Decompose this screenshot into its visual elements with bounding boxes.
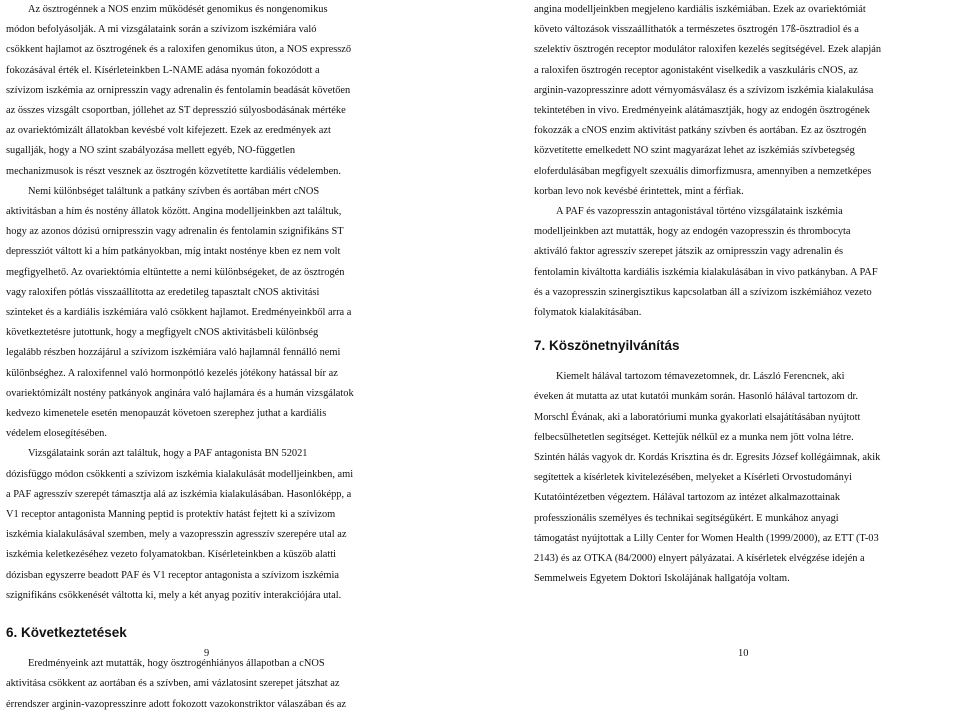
text-line: Semmelweis Egyetem Doktori Iskolájának hallgatója voltam. (534, 573, 790, 585)
text-line: korban levo nok kevésbé érintettek, mint a férfiak. (534, 185, 744, 197)
text-line: dózisban egyszerre beadott PAF és V1 receptor antagonista a szívizom iszkémia (6, 569, 339, 581)
page-number-left: 9 (204, 648, 210, 659)
text-line: megfigyelhető. Az ovariektómia eltüntette a nemi különbségeket, de az ösztrogén (6, 266, 345, 278)
text-line: éveken át mutatta az utat kutatói munkám során. Hasonló hálával tartozom dr. (534, 391, 859, 403)
text-line: módon befolyásolják. A mi vizsgálataink során a szívizom iszkémiára való (6, 24, 317, 36)
text-line: csökkent hajlamot az ösztrogének és a raloxifen genomikus úton, a NOS expressző (6, 44, 352, 56)
text-line: aktiváló faktor agresszív szerepet játszik az ornipresszin vagy adrenalin és (534, 246, 843, 258)
text-line: eloferdulásában megfigyelt szexuális dimorfizmusra, amennyiben a nemzetképes (534, 165, 872, 177)
text-line: vagy raloxifen pótlás visszaállította az eredetileg tapasztalt cNOS aktivitási (6, 286, 320, 298)
acknowledgements-paragraph (534, 367, 958, 589)
text-line: a PAF agresszív szerepét támasztja alá az iszkémia kialakulásában. Hasonlóképp, a (6, 488, 352, 500)
text-line: aktivitása csökkent az aortában és a szívben, ami vázlatosint szerepet játszhat az (6, 678, 340, 690)
conclusions-paragraph (6, 654, 436, 715)
text-line: sugallják, hogy a NO szint szabályozása mellett egyéb, NO-független (6, 145, 296, 157)
text-line: különbséghez. A raloxifennel való hormonpótló kezelés jótékony hatással bír az (6, 367, 338, 379)
text-line: legalább részben hozzájárul a szívizom iszkémiára való hajlamnál fennálló nemi (6, 347, 341, 359)
text-line: közvetítette emelkedett NO szint magyarázat lehet az iszkémiás szívbetegség (534, 145, 855, 157)
text-line: mechanizmusok is részt vesznek az ösztrogén közvetítette kardiális védelemben. (6, 165, 341, 177)
section-heading-acknowledgements: 7. Köszönetnyilvánítás (534, 338, 680, 354)
text-line: a raloxifen ösztrogén receptor agonistaként viselkedik a vaszkuláris cNOS, az (534, 64, 858, 76)
text-line: professzionális személyes és technikai segítségükért. E munkához anyagi (534, 512, 839, 524)
text-line: iszkémia keletkezéséhez vezeto folyamatokban. Kísérleteinkben a küszöb alatti (6, 549, 337, 561)
text-line: V1 receptor antagonista Manning peptid is protektív hatást fejtett ki a szívizom (6, 509, 336, 521)
text-line: A PAF és vazopresszin antagonistával történo vizsgálataink iszkémia (556, 206, 843, 218)
text-line: 2143) és az OTKA (84/2000) elnyert pályázatai. A kísérletek elvégzése idején a (534, 553, 865, 565)
left-page-column (6, 0, 436, 715)
text-line: tekintetében in vivo. Eredményeink alátámasztják, hogy az endogén ösztrogének (534, 105, 870, 117)
right-page-column (534, 0, 958, 589)
text-line: ovariektómizált nostény patkányok anginára való hajlamára és a humán vizsgálatok (6, 387, 354, 399)
text-line: védelem elosegítésében. (6, 428, 107, 440)
text-line: Nemi különbséget találtunk a patkány szívben és aortában mért cNOS (28, 185, 320, 197)
text-line: arginin-vazopresszinre adott vérnyomásválasz és a szívizom iszkémia kialakulása (534, 84, 874, 96)
left-paragraph-2 (6, 182, 436, 445)
text-line: következtetésre jutottunk, hogy a megfigyelt cNOS aktivitásbeli különbség (6, 327, 319, 339)
text-line: Az ösztrogénnek a NOS enzim működését genomikus és nongenomikus (28, 4, 328, 15)
text-line: Vizsgálataink során azt találtuk, hogy a PAF antagonista BN 52021 (28, 448, 308, 460)
left-paragraph-1 (6, 0, 436, 182)
text-line: fokozásával érték el. Kísérleteinkben L-NAME adása nyomán fokozódott a (6, 64, 320, 76)
text-line: kedvezo kimenetele esetén menopauzát követoen szerephez juthat a kardiális (6, 408, 327, 420)
right-paragraph-1 (534, 0, 958, 202)
text-line: az ovariektómizált állatokban kevésbé volt kifejezett. Ezek az eredmények azt (6, 125, 331, 137)
text-line: támogatást nyújtottak a Lilly Center for Women Health (1999/2000), az ETT (T-03 (534, 532, 879, 544)
text-line: szelektív ösztrogén receptor modulátor raloxifen kezelés segítségével. Ezek alapján (534, 44, 882, 56)
text-line: aktivitásban a hím és nostény állatok között. Angina modelljeinkben azt találtuk, (6, 206, 342, 218)
text-line: Szintén hálás vagyok dr. Kordás Krisztina és dr. Egresits József kollégáimnak, akik (534, 452, 881, 464)
text-line: követo változások visszaállíthatók a természetes ösztrogén 17ß-ösztradiol és a (534, 24, 859, 36)
text-line: segítettek a kísérletek kivitelezésében, melyeket a Kísérleti Orvostudományi (534, 472, 852, 484)
text-line: fokozzák a cNOS enzim aktivitást patkány szívben és aortában. Ez az ösztrogén (534, 125, 867, 137)
text-line: iszkémia kialakulásával szemben, mely a vazopresszin agresszív szerepére utal az (6, 529, 347, 541)
text-line: hogy az azonos dózisú ornipresszin vagy adrenalin és fentolamin szignifikáns ST (6, 226, 344, 238)
section-heading-conclusions: 6. Következtetések (6, 625, 127, 641)
text-line: angina modelljeinkben megjeleno kardiális iszkémiában. Ezek az ovariektómiát (534, 4, 866, 15)
text-line: depressziót váltott ki a hím patkányokban, míg intakt nosténye kben ez nem volt (6, 246, 341, 258)
text-line: Kutatóintézetben végeztem. Hálával tartozom az intézet alkalmazottainak (534, 492, 841, 504)
text-line: Morschl Évának, aki a laboratóriumi munka gyakorlati elsajátításában nyújtott (534, 411, 861, 423)
text-line: szinteket és a kardiális iszkémiára való csökkent hajlamot. Eredményeinkből arra a (6, 307, 352, 319)
left-paragraph-3 (6, 444, 436, 606)
page-number-right: 10 (738, 648, 749, 659)
text-line: modelljeinkben azt mutatták, hogy az endogén vazopresszin és thrombocyta (534, 226, 851, 238)
text-line: az összes vizsgált csoportban, jóllehet az ST depresszió súlyosbodásának mértéke (6, 105, 346, 117)
text-line: felbecsülhetetlen segítséget. Kettejük nélkül ez a munka nem jött volna létre. (534, 431, 854, 443)
text-line: Eredményeink azt mutatták, hogy ösztrogénhiányos állapotban a cNOS (28, 658, 325, 670)
text-line: Kiemelt hálával tartozom témavezetomnek, dr. László Ferencnek, aki (556, 371, 845, 383)
right-paragraph-2 (534, 202, 958, 323)
text-line: fentolamin kiváltotta kardiális iszkémia kialakulásában in vivo patkányban. A PAF (534, 266, 878, 278)
text-line: és a vazopresszin szinergisztikus kapcsolatban áll a szívizom iszkémiához vezeto (534, 286, 872, 298)
text-line: dózisfüggo módon csökkenti a szívizom iszkémia kialakulását modelljeinkben, ami (6, 468, 354, 480)
text-line: folymatok kialakításában. (534, 307, 642, 319)
text-line: érrendszer arginin-vazopresszinre adott fokozott vazokonstriktor válaszában és az (6, 698, 346, 710)
text-line: szignifikáns csökkenését váltotta ki, mely a két anyag pozitív interakciójára utal. (6, 589, 342, 601)
text-line: szívizom iszkémia az ornipresszin vagy adrenalin és fentolamin beadását követően (6, 84, 351, 96)
